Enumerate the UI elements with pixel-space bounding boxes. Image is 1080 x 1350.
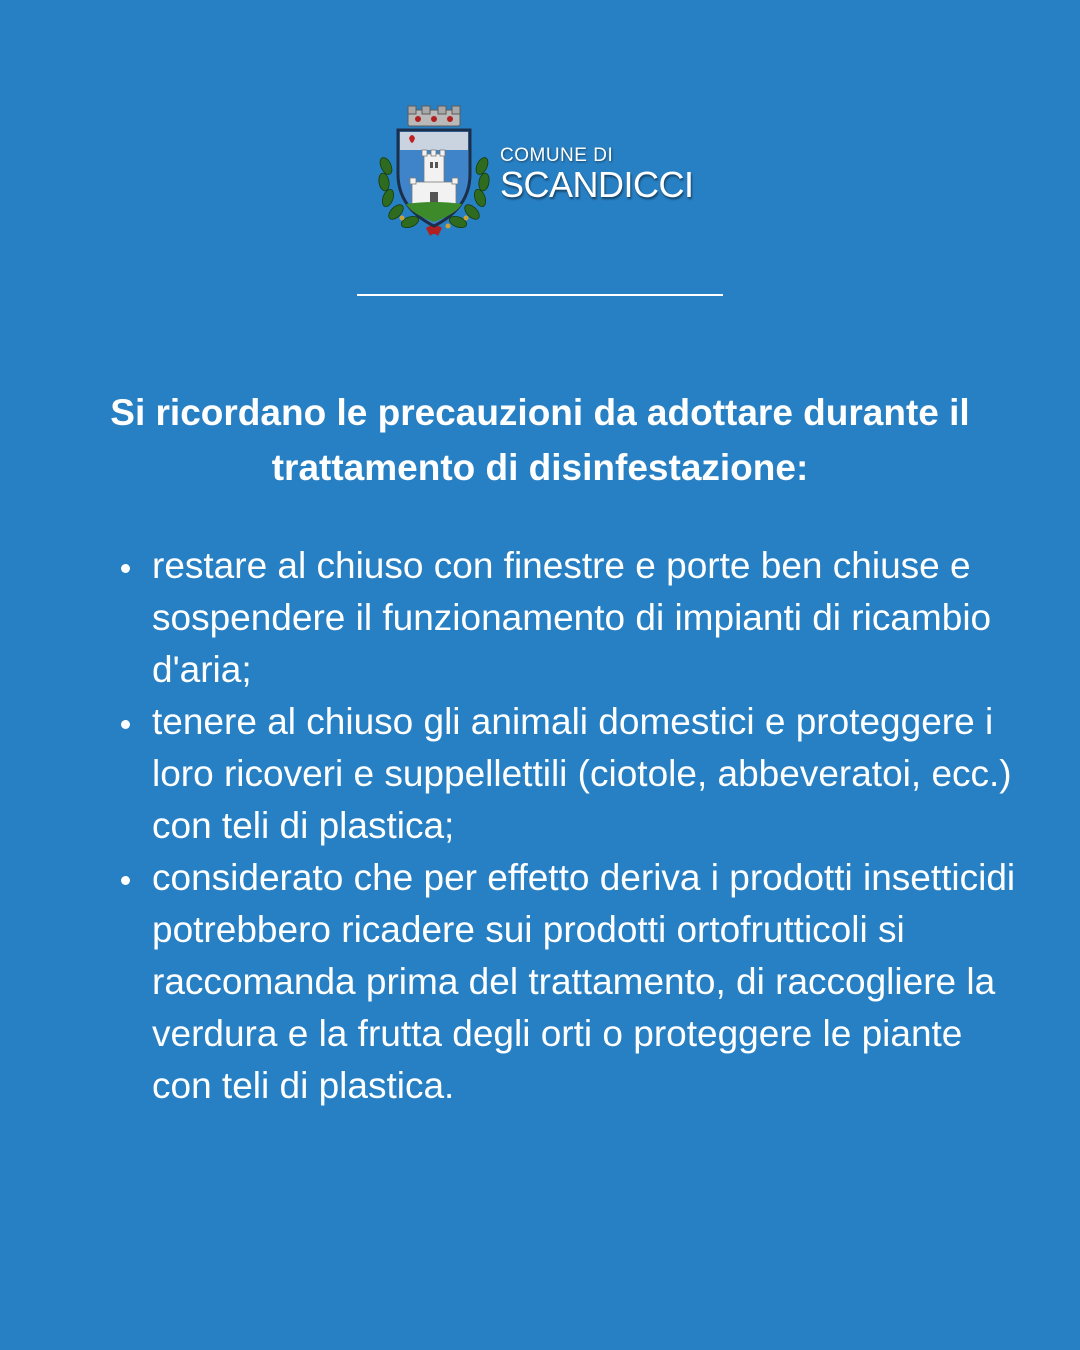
list-item [118,696,1018,852]
page-title: Si ricordano le precauzioni da adottare durante il trattamento di disinfestazione: [110,392,970,488]
list-item-text: considerato che per effetto deriva i prodotti insetticidi potrebbero ricadere sui prodotti ortofrutticoli si raccomanda prima del trattamento, di raccogliere la verdura e la frutta degli orti o proteggere le piante con teli di plastica. [152,857,1016,1106]
logo-line-2: SCANDICCI [500,164,694,205]
list-item [118,540,1018,696]
logo-wordmark [500,146,700,204]
bullet-icon [121,720,130,729]
divider-line [357,294,723,296]
list-item-text: tenere al chiuso gli animali domestici e proteggere i loro ricoveri e suppellettili (ciotole, abbeveratoi, ecc.) con teli di plastica; [152,701,1012,846]
list-item [118,852,1018,1112]
comune-logo [376,104,696,244]
bullet-icon [121,564,130,573]
precautions-list [118,540,1018,1112]
list-item-text: restare al chiuso con finestre e porte ben chiuse e sospendere il funzionamento di impianti di ricambio d'aria; [152,545,992,690]
logo-line-1: COMUNE DI [500,145,614,166]
bullet-icon [121,876,130,885]
coat-of-arms-icon [376,104,492,240]
